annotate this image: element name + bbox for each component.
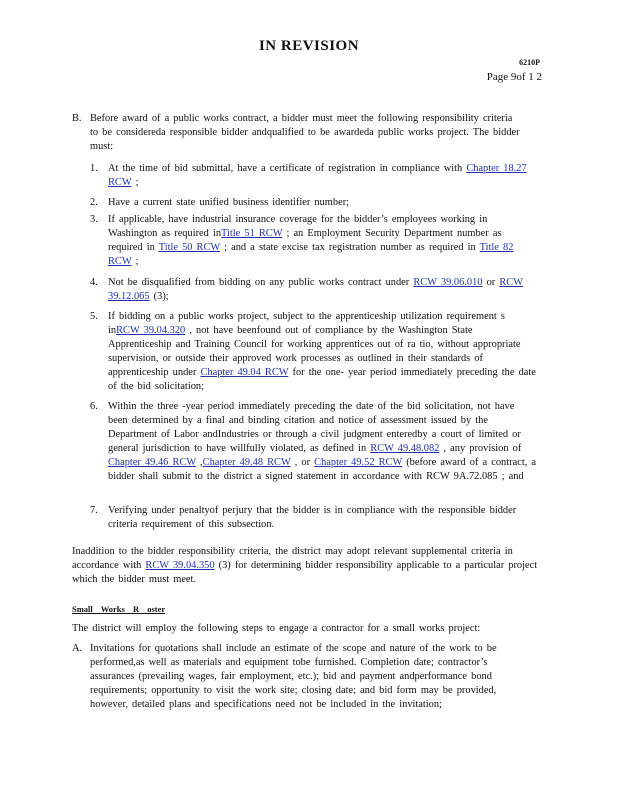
rcw-link[interactable]: Chapter 49.04 RCW	[200, 367, 289, 378]
list-item: Within the three -year period immediately preceding the date of the bid solicitation, not have been determined by a final and binding citation and notice of assessment issued by the Department of Labor andIndustries or through a civil judgment enteredby a court of limited or general jurisdiction to have willfully violated, as defined in RCW 49.48.082 , any provision of Chapter 49.46 RCW ,Chapter 49.48 RCW , or Chapter 49.52 RCW (before award of a contract, a bidder shall submit to the district a signed statement in accordance with RCW 9A.72.085 ; and	[108, 401, 537, 482]
small-works-intro: The district will employ the following steps to engage a contractor for a small works project:	[72, 623, 481, 634]
rcw-link[interactable]: RCW 39.04.320	[116, 325, 186, 336]
rcw-link[interactable]: Title 51 RCW	[221, 228, 283, 239]
item-number: 5.	[90, 311, 98, 322]
list-item: If bidding on a public works project, subject to the apprenticeship utilization requirement s inRCW 39.04.320 , not have beenfound out of compliance by the Washington State Apprenticeship and Training Council for working apprentices out of ra tio, without appropriate supervision, or outside their approved work processes as outlined in their standards of apprenticeship under Chapter 49.04 RCW for the one- year period immediately preceding the date of the bid solicitation;	[108, 311, 536, 392]
additional-criteria-paragraph: Inaddition to the bidder responsibility criteria, the district may adopt relevant supplemental criteria in accordance with RCW 39.04.350 (3) for determining bidder responsibility applicable to a particular project which the bidder must meet.	[72, 546, 538, 585]
item-number: 2.	[90, 197, 98, 208]
list-item: Not be disqualified from bidding on any public works contract under RCW 39.06.010 or RCW 39.12.065 (3);	[108, 277, 524, 302]
rcw-link[interactable]: RCW 39.12.065	[108, 277, 524, 302]
invitations-paragraph: Invitations for quotations shall include an estimate of the scope and nature of the work to be performed,as well as materials and equipment tobe furnished. Completion date; contractor’s assurances (prevailing wages, fair employment, etc.); bid and payment andperformance bond requirements; opportunity to visit the work site; closing date; and bid form may be provided, however, detailed plans and specifications need not be included in the invitation;	[90, 643, 497, 710]
section-b-intro: Before award of a public works contract, a bidder must meet the following responsibility criteria to be considereda responsible bidder andqualified to be awardeda public works project. The bidder must:	[90, 113, 520, 152]
page-number: Page 9of 1 2	[486, 71, 542, 83]
list-item: Have a current state unified business identifier number;	[108, 197, 350, 208]
rcw-link[interactable]: Chapter 49.46 RCW	[108, 457, 196, 468]
item-a-label: A.	[72, 643, 83, 654]
list-item: If applicable, have industrial insurance coverage for the bidder’s employees working in Washington as required inTitle 51 RCW ; an Employment Security Department number as required in Title 50 RCW ; and a state excise tax registration number as required in Title 82 RCW ;	[108, 214, 514, 267]
rcw-link[interactable]: Title 82 RCW	[108, 242, 514, 267]
item-number: 1.	[90, 163, 98, 174]
rcw-link[interactable]: RCW 39.06.010	[413, 277, 483, 288]
item-number: 4.	[90, 277, 98, 288]
list-item: At the time of bid submittal, have a certificate of registration in compliance with Chapter 18.27 RCW ;	[108, 163, 527, 188]
item-number: 3.	[90, 214, 98, 225]
section-b-label: B.	[72, 113, 82, 124]
page-title: IN REVISION	[258, 38, 360, 54]
item-number: 6.	[90, 401, 98, 412]
rcw-link[interactable]: Chapter 49.52 RCW	[314, 457, 403, 468]
section-heading: Small Works R oster	[72, 604, 166, 614]
rcw-link[interactable]: Chapter 18.27 RCW	[108, 163, 527, 188]
rcw-link[interactable]: RCW 49.48.082	[370, 443, 440, 454]
rcw-link[interactable]: RCW 39.04.350	[145, 560, 215, 571]
list-item: Verifying under penaltyof perjury that the bidder is in compliance with the responsible bidder criteria requirement of this subsection.	[108, 505, 517, 530]
rcw-link[interactable]: Title 50 RCW	[158, 242, 221, 253]
item-number: 7.	[90, 505, 98, 516]
document-code: 6210P	[519, 58, 540, 67]
rcw-link[interactable]: Chapter 49.48 RCW	[202, 457, 291, 468]
